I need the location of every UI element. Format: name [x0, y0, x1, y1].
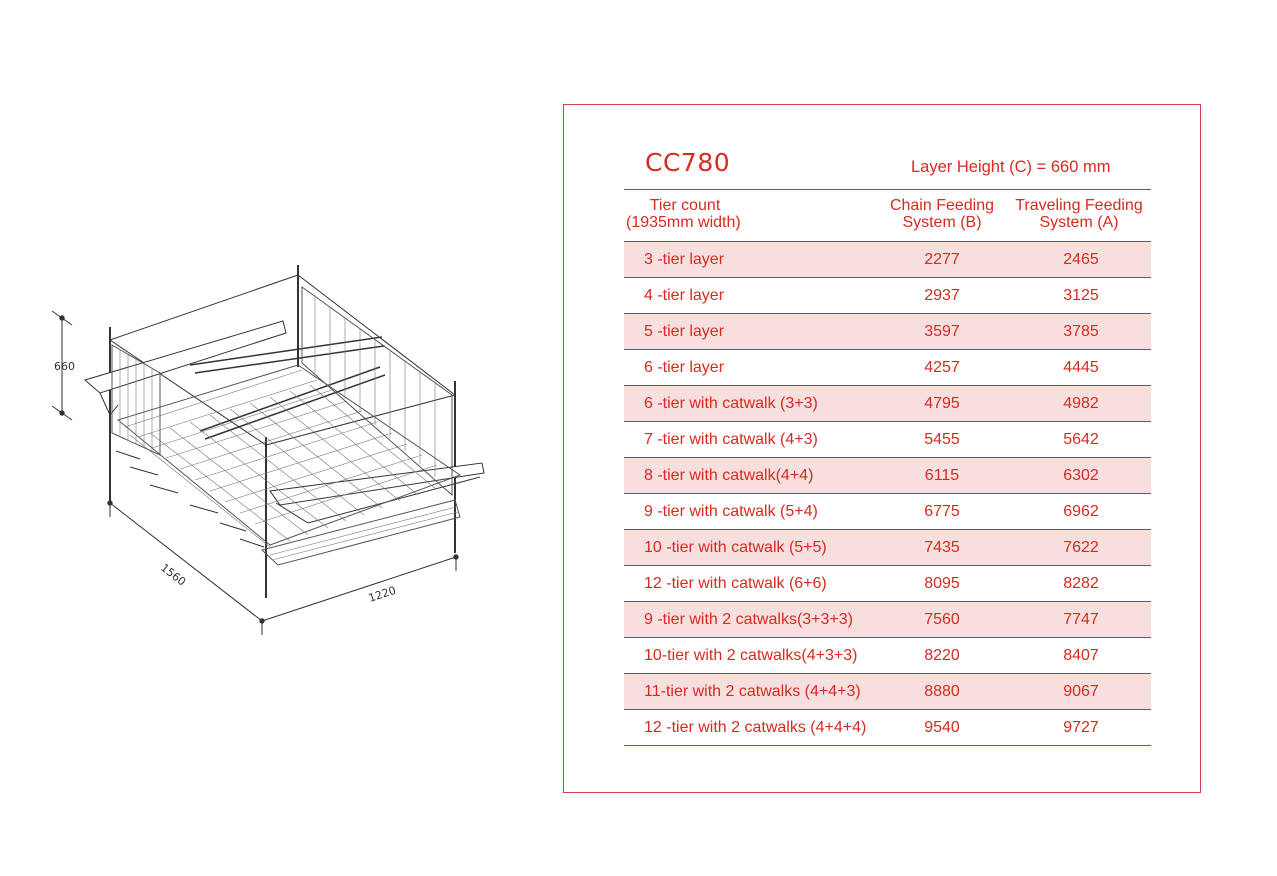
traveling-feeding-cell: 4982: [1063, 395, 1099, 412]
table-row: [624, 386, 1151, 422]
chain-feeding-cell: 6115: [924, 467, 960, 484]
chain-feeding-cell: 8095: [924, 575, 960, 592]
chain-feeding-cell: 3597: [924, 323, 960, 340]
table-row: [624, 350, 1151, 386]
chain-feeding-cell: 5455: [924, 431, 960, 448]
tier-cell: 3 -tier layer: [644, 251, 725, 268]
tier-cell: 10 -tier with catwalk (5+5): [644, 539, 827, 556]
tier-cell: 9 -tier with 2 catwalks(3+3+3): [644, 611, 853, 628]
cage-isometric-drawing: [40, 255, 510, 645]
tier-cell: 10-tier with 2 catwalks(4+3+3): [644, 647, 858, 664]
table-row: [624, 278, 1151, 314]
tier-cell: 6 -tier with catwalk (3+3): [644, 395, 818, 412]
header-traveling-feeding: Traveling Feeding System (A): [1015, 197, 1143, 231]
tier-cell: 11-tier with 2 catwalks (4+4+3): [644, 683, 861, 700]
table-row: [624, 242, 1151, 278]
table-header: [624, 189, 1151, 242]
traveling-feeding-cell: 8407: [1063, 647, 1099, 664]
tier-cell: 4 -tier layer: [644, 287, 725, 304]
traveling-feeding-cell: 9067: [1063, 683, 1099, 700]
tier-cell: 9 -tier with catwalk (5+4): [644, 503, 818, 520]
height-dim-label: 660: [54, 360, 75, 373]
model-title: CC780: [645, 148, 731, 177]
table-row: [624, 674, 1151, 710]
tier-cell: 12 -tier with 2 catwalks (4+4+4): [644, 719, 867, 736]
traveling-feeding-cell: 4445: [1063, 359, 1099, 376]
chain-feeding-cell: 8220: [924, 647, 960, 664]
traveling-feeding-cell: 7622: [1063, 539, 1099, 556]
spec-table: [624, 189, 1151, 746]
traveling-feeding-cell: 9727: [1063, 719, 1099, 736]
width-dim-line: [262, 557, 456, 621]
header-tier-width: (1935mm width): [626, 214, 741, 231]
spec-panel: [563, 104, 1201, 793]
traveling-feeding-cell: 3125: [1063, 287, 1099, 304]
table-row: [624, 602, 1151, 638]
chain-feeding-cell: 4795: [924, 395, 960, 412]
chain-feeding-cell: 2937: [924, 287, 960, 304]
table-row: [624, 494, 1151, 530]
traveling-feeding-cell: 5642: [1063, 431, 1099, 448]
depth-dim-line: [110, 503, 262, 621]
chain-feeding-cell: 2277: [924, 251, 960, 268]
tier-cell: 8 -tier with catwalk(4+4): [644, 467, 814, 484]
table-row: [624, 530, 1151, 566]
table-row: [624, 710, 1151, 746]
traveling-feeding-cell: 6302: [1063, 467, 1099, 484]
traveling-feeding-cell: 2465: [1063, 251, 1099, 268]
tier-cell: 5 -tier layer: [644, 323, 725, 340]
tier-cell: 6 -tier layer: [644, 359, 725, 376]
table-row: [624, 458, 1151, 494]
chain-feeding-cell: 7435: [924, 539, 960, 556]
depth-dim-label: 1560: [158, 561, 189, 589]
chain-feeding-cell: 8880: [924, 683, 960, 700]
width-dim-label: 1220: [366, 583, 398, 605]
header-chain-feeding: Chain Feeding System (B): [889, 197, 995, 231]
table-row: [624, 566, 1151, 602]
traveling-feeding-cell: 3785: [1063, 323, 1099, 340]
layer-height-label: Layer Height (C) = 660 mm: [911, 158, 1111, 176]
table-row: [624, 422, 1151, 458]
table-row: [624, 638, 1151, 674]
traveling-feeding-cell: 7747: [1063, 611, 1099, 628]
chain-feeding-cell: 4257: [924, 359, 960, 376]
traveling-feeding-cell: 6962: [1063, 503, 1099, 520]
chain-feeding-cell: 6775: [924, 503, 960, 520]
tier-cell: 12 -tier with catwalk (6+6): [644, 575, 827, 592]
table-body: [624, 242, 1151, 746]
header-tier-count: Tier count: [649, 197, 721, 214]
traveling-feeding-cell: 8282: [1063, 575, 1099, 592]
chain-feeding-cell: 7560: [924, 611, 960, 628]
chain-feeding-cell: 9540: [924, 719, 960, 736]
tier-cell: 7 -tier with catwalk (4+3): [644, 431, 818, 448]
table-row: [624, 314, 1151, 350]
